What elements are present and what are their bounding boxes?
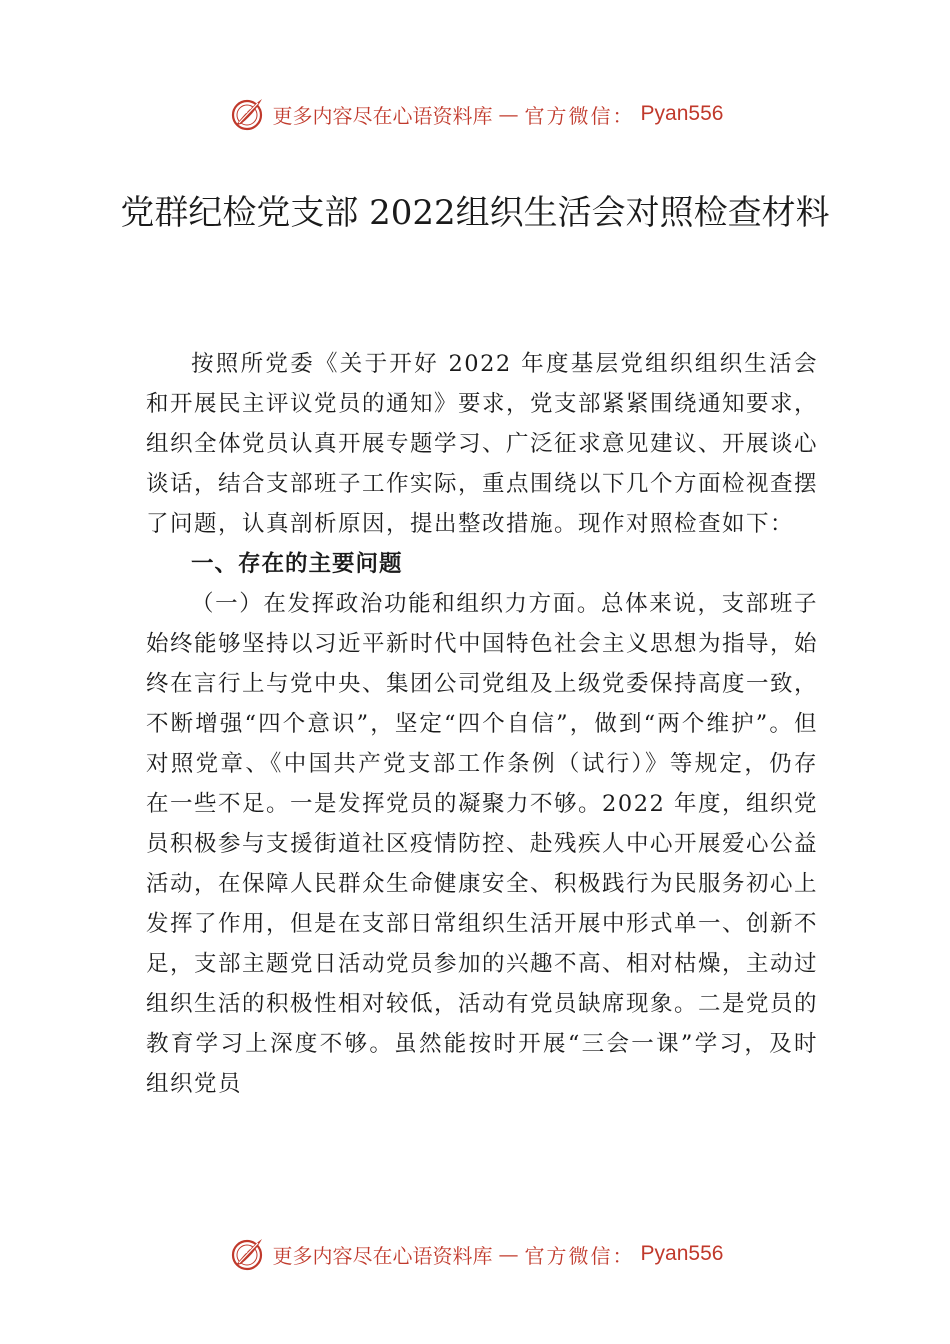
document-body [146,344,818,1104]
seal-feather-logo [227,1234,267,1274]
banner-text: 更多内容尽在心语资料库 [272,1243,493,1268]
seal-feather-logo [227,94,267,134]
banner-wechat-label: 官方微信： [524,1243,635,1268]
banner-separator: — [498,1242,519,1266]
footer-banner [0,1232,950,1276]
banner-text: 更多内容尽在心语资料库 [272,103,493,128]
banner-separator: — [498,102,519,126]
section-heading: 一、存在的主要问题 [191,551,403,577]
banner-wechat-id: Pyan556 [640,102,724,125]
banner-wechat-id: Pyan556 [640,1242,724,1265]
document-title: 党群纪检党支部 2022组织生活会对照检查材料 [120,193,830,233]
header-banner [0,92,950,136]
intro-paragraph: 按照所党委《关于开好 2022 年度基层党组织组织生活会和开展民主评议党员的通知》要求，党支部紧紧围绕通知要求，组织全体党员认真开展专题学习、广泛征求意见建议、开展谈心谈话，结合支部班子工作实际，重点围绕以下几个方面检视查摆了问题，认真剖析原因，提出整改措施。现作对照检查如下： [146,351,819,537]
body-paragraph: （一）在发挥政治功能和组织力方面。总体来说，支部班子始终能够坚持以习近平新时代中国特色社会主义思想为指导，始终在言行上与党中央、集团公司党组及上级党委保持高度一致，不断增强“四个意识”，坚定“四个自信”，做到“两个维护”。但对照党章、《中国共产党支部工作条例（试行）》等规定，仍存在一些不足。一是发挥党员的凝聚力不够。2022 年度，组织党员积极参与支援街道社区疫情防控、赴残疾人中心开展爱心公益活动，在保障人民群众生命健康安全、积极践行为民服务初心上发挥了作用，但是在支部日常组织生活开展中形式单一、创新不足，支部主题党日活动党员参加的兴趣不高、相对枯燥，主动过组织生活的积极性相对较低，活动有党员缺席现象。二是党员的教育学习上深度不够。虽然能按时开展“三会一课”学习，及时组织党员 [146,591,819,1097]
banner-wechat-label: 官方微信： [524,103,635,128]
